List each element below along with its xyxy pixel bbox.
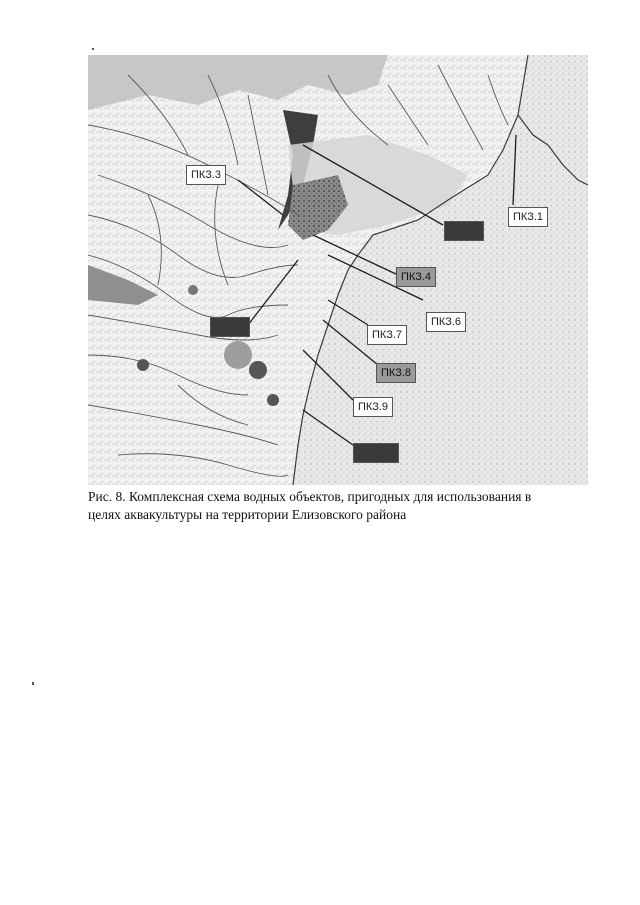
volcano-2 [224, 341, 252, 369]
terrain-map [88, 55, 588, 485]
figure-caption [88, 488, 608, 524]
label-pkz-6: ПКЗ.6 [426, 312, 466, 332]
volcano-4 [267, 394, 279, 406]
terrain-map-svg [88, 55, 588, 485]
label-pkz-9: ПКЗ.9 [353, 397, 393, 417]
label-pkz-10: ПКЗ.10 [353, 443, 399, 463]
volcano-3 [249, 361, 267, 379]
label-pkz-4: ПКЗ.4 [396, 267, 436, 287]
caption-line-1: Рис. 8. Комплексная схема водных объектов, пригодных для использования в [88, 489, 532, 504]
scan-speck-2 [32, 682, 34, 685]
label-pkz-7: ПКЗ.7 [367, 325, 407, 345]
scan-speck-1 [92, 48, 94, 50]
caption-line-2: целях аквакультуры на территории Елизовского района [88, 507, 407, 522]
volcano-5 [188, 285, 198, 295]
label-pkz-2: ПКЗ.2 [444, 221, 484, 241]
label-pkz-5: ПКЗ.5 [210, 317, 250, 337]
label-pkz-3: ПКЗ.3 [186, 165, 226, 185]
label-pkz-1: ПКЗ.1 [508, 207, 548, 227]
label-pkz-8: ПКЗ.8 [376, 363, 416, 383]
